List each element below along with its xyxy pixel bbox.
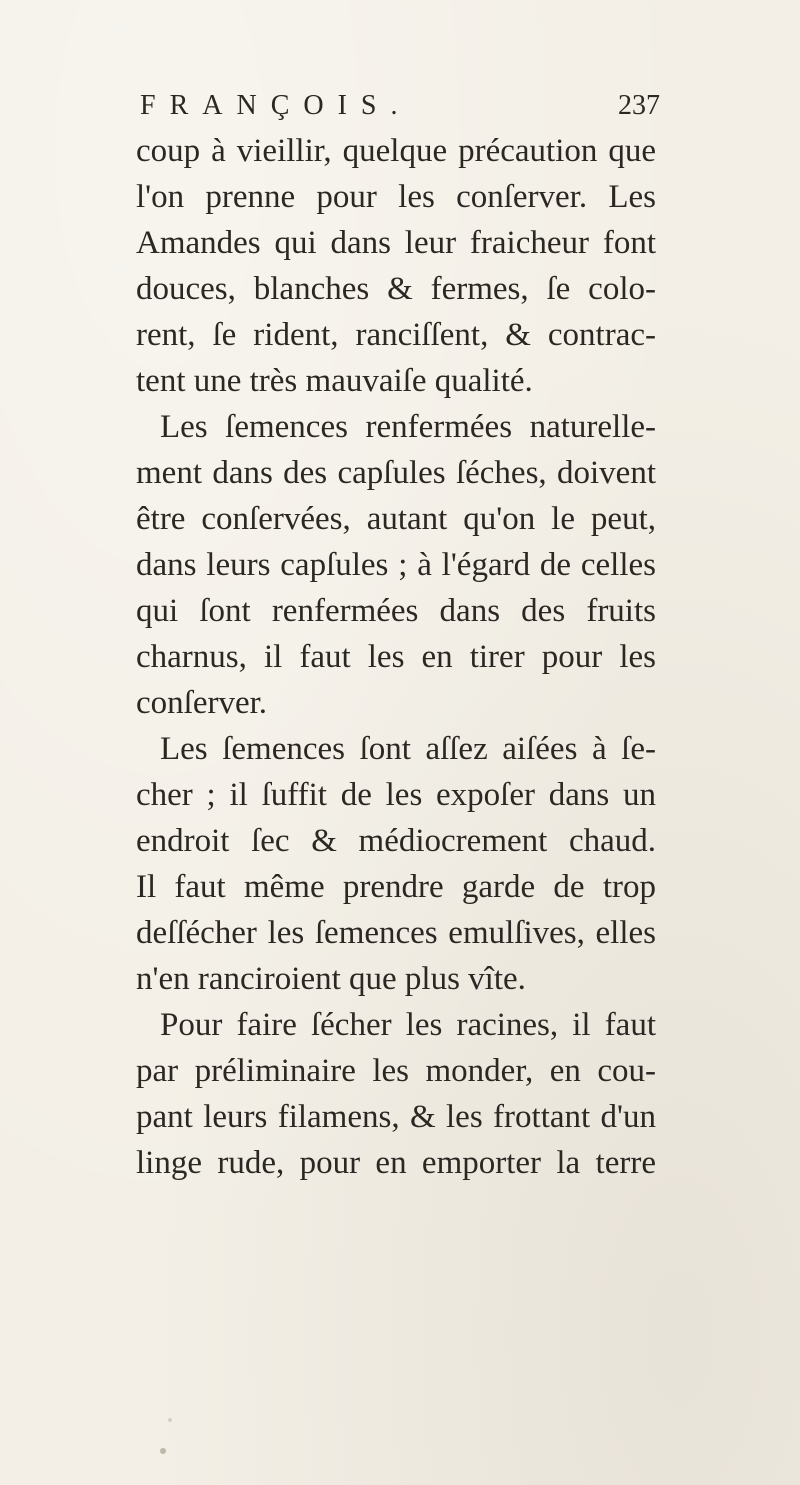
text-line: n'en ranciroient que plus vîte. <box>136 961 526 997</box>
body-text <box>136 128 656 1186</box>
text-line: linge rude, pour en emporter la terre <box>136 1145 656 1181</box>
paper-speck <box>160 1448 166 1454</box>
text-line: coup à vieillir, quelque précaution que <box>136 133 656 169</box>
text-line: cher ; il ſuffit de les expoſer dans un <box>136 777 656 813</box>
text-line: charnus, il faut les en tirer pour les <box>136 639 656 675</box>
text-line: par préliminaire les monder, en cou- <box>136 1053 656 1089</box>
text-line: Il faut même prendre garde de trop <box>136 869 656 905</box>
paper-speck <box>168 1418 172 1422</box>
text-line: deſſécher les ſemences emulſives, elles <box>136 915 656 951</box>
text-line: Amandes qui dans leur fraicheur font <box>136 225 656 261</box>
running-head: FRANÇOIS. <box>140 90 412 121</box>
text-line: douces, blanches & fermes, ſe colo- <box>136 271 656 307</box>
text-line: l'on prenne pour les conſerver. Les <box>136 179 656 215</box>
text-line: être conſervées, autant qu'on le peut, <box>136 501 656 537</box>
text-line: rent, ſe rident, ranciſſent, & contrac- <box>136 317 656 353</box>
text-line: conſerver. <box>136 685 268 721</box>
text-line: ment dans des capſules ſéches, doivent <box>136 455 656 491</box>
text-line: tent une très mauvaiſe qualité. <box>136 363 533 399</box>
text-line: Les ſemences ſont aſſez aiſées à ſe- <box>160 731 656 767</box>
text-line: Les ſemences renfermées naturelle- <box>160 409 656 445</box>
page-number: 237 <box>618 90 660 121</box>
text-line: dans leurs capſules ; à l'égard de celles <box>136 547 656 583</box>
text-line: Pour faire ſécher les racines, il faut <box>160 1007 656 1043</box>
text-line: endroit ſec & médiocrement chaud. <box>136 823 656 859</box>
page-header <box>140 86 660 126</box>
text-line: pant leurs filamens, & les frottant d'un <box>136 1099 656 1135</box>
text-line: qui ſont renfermées dans des fruits <box>136 593 656 629</box>
